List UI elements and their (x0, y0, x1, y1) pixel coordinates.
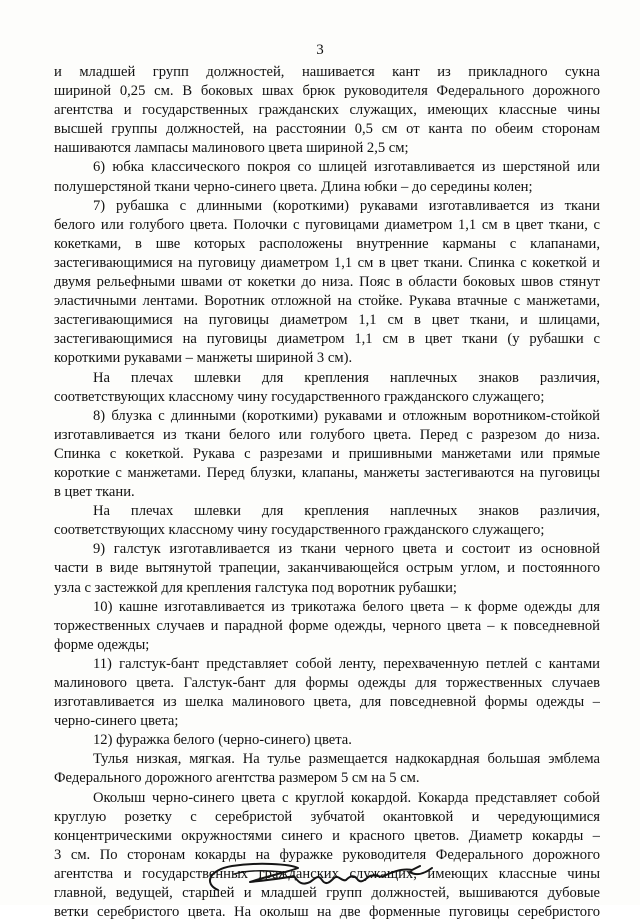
text-line: главной, ведущей, старшей и младшей групп должностей, вышиваются дубовые (54, 885, 600, 902)
text-line: малинового цвета. Галстук-бант для формы одежды для торжественных случаев (54, 675, 600, 691)
text-line: форме одежды; (54, 636, 150, 653)
text-line: Тулья низкая, мягкая. На тулье размещается надкокардная большая эмблема (93, 751, 600, 768)
page-number: 3 (316, 42, 324, 58)
text-line: узла с застежкой для крепления галстука под воротник рубашки; (54, 579, 457, 596)
text-line: застегивающимися на пуговицу диаметром 1,1 см в цвет ткани. Спинка с кокеткой и (54, 254, 600, 271)
text-line: соответствующих классному чину государственного гражданского служащего; (54, 522, 545, 539)
text-line: 6) юбка классического покроя со шлицей изготавливается из шерстяной или (93, 159, 600, 176)
text-line: торжественных случаев и парадной форме одежды, черного цвета – к повседневной (54, 617, 600, 634)
text-line: шириной 0,25 см. В боковых швах брюк руководителя Федерального дорожного (54, 83, 600, 100)
text-line: На плечах шлевки для крепления наплечных знаков различия, (93, 503, 600, 520)
text-line: черно-синего цвета; (54, 713, 179, 730)
text-line: круглую розетку с серебристой зубчатой окантовкой и чередующимися (54, 808, 600, 825)
text-line: высшей группы должностей, на расстоянии 0,5 см от канта по обеим сторонам (54, 121, 600, 138)
text-line: На плечах шлевки для крепления наплечных знаков различия, (93, 369, 600, 386)
text-line: в цвет ткани. (54, 484, 135, 501)
text-line: двумя рельефными швами от кокетки до низа. Пояс в области боковых швов стянут (54, 274, 600, 291)
text-line: короткие с манжетами. Перед блузки, клапаны, манжеты застегиваются на пуговицы (54, 464, 600, 481)
handwritten-signature (198, 852, 448, 902)
text-line: 8) блузка с длинными (короткими) рукавами и отложным воротником-стойкой (93, 407, 600, 424)
text-line: 10) кашне изготавливается из трикотажа белого цвета – к форме одежды для (93, 598, 600, 615)
text-line: концентрическими окружностями синего и красного цветов. Диаметр кокарды – (54, 827, 600, 844)
text-line: кокетками, в шве которых расположены внутренние карманы с клапанами, (54, 235, 600, 252)
text-line: 9) галстук изготавливается из ткани черного цвета и состоит из основной (93, 541, 600, 558)
text-line: Федерального дорожного агентства размером 5 см на 5 см. (54, 770, 420, 787)
text-line: 11) галстук-бант представляет собой ленту, перехваченную петлей с кантами (93, 655, 600, 672)
text-line: Спинка с кокеткой. Рукава с разрезами и пришивными манжетами или прямые (54, 445, 600, 462)
text-line: 3 см. По сторонам кокарды на фуражке руководителя Федерального дорожного (54, 846, 600, 863)
text-line: изготавливается из шелка малинового цвета, для повседневной формы одежды – (54, 694, 600, 711)
document-body (54, 63, 600, 922)
text-line: полушерстяной ткани черно-синего цвета. Длина юбки – до середины колен; (54, 178, 533, 195)
text-line: Околыш черно-синего цвета с круглой кокардой. Кокарда представляет собой (93, 789, 600, 806)
text-line: части в виде вытянутой трапеции, заканчивающейся острым углом, и постоянного (54, 560, 600, 577)
text-line: изготавливается из ткани белого или голубого цвета. Перед с разрезом до низа. (54, 426, 600, 443)
text-line: эластичными лентами. Воротник отложной на стойке. Рукава втачные с манжетами, (54, 293, 600, 310)
text-line: нашиваются лампасы малинового цвета шириной 2,5 см; (54, 140, 409, 157)
text-line: и младшей групп должностей, нашивается кант из прикладного сукна (54, 64, 600, 80)
text-line: соответствующих классному чину государственного гражданского служащего; (54, 388, 545, 405)
text-line: застегивающимися на пуговицы диаметром 1,1 см в цвет ткани, и шлицами, (54, 312, 600, 329)
text-line: агентства и государственных гражданских служащих, имеющих классные чины (54, 865, 600, 882)
text-line: ветки серебристого цвета. На околыш на две форменные пуговицы серебристого (54, 904, 600, 921)
text-line: застегивающимися на пуговицы диаметром 1,1 см в цвет ткани (у рубашки с (54, 331, 600, 348)
text-line: агентства и государственных гражданских служащих, имеющих классные чины (54, 102, 600, 119)
text-line: белого или голубого цвета. Полочки с пуговицами диаметром 1,1 см в цвет ткани, с (54, 216, 600, 233)
text-line: 7) рубашка с длинными (короткими) рукавами изготавливается из ткани (93, 197, 600, 214)
text-line: 12) фуражка белого (черно-синего) цвета. (93, 732, 352, 749)
text-line: короткими рукавами – манжеты шириной 3 см). (54, 350, 353, 367)
